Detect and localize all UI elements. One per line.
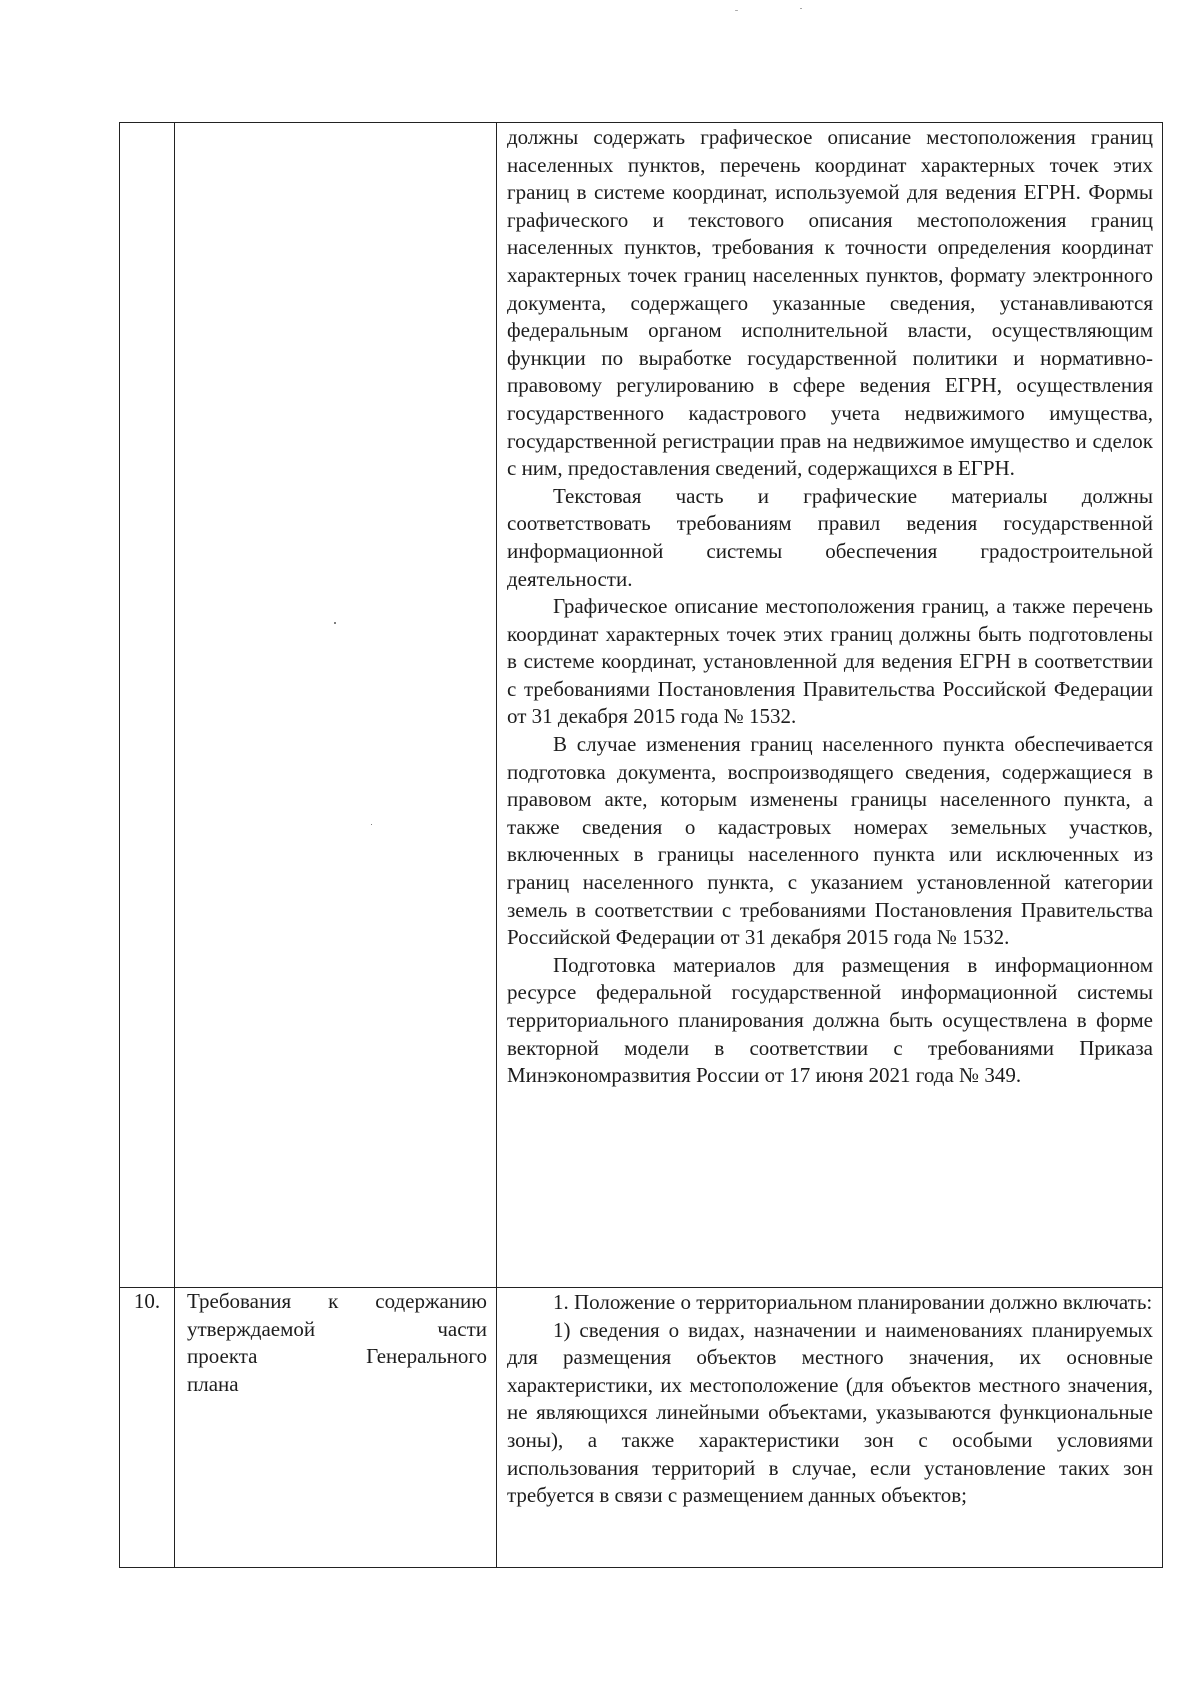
row-number-cell bbox=[120, 123, 175, 1288]
row-number-cell bbox=[120, 1288, 175, 1568]
requirement-name-line: утверждаемой части bbox=[187, 1316, 487, 1341]
requirement-name-cell bbox=[175, 1288, 497, 1568]
requirement-name-line: плана bbox=[187, 1371, 239, 1396]
paragraph: 1) сведения о видах, назначении и наименованиях планируемых для размещения объектов местного значения, их основные характеристики, их местоположение (для объектов местного значения, не являющихся линейными объектами, указываются функциональные зоны), а также характеристики зон с особыми условиями использования территорий в случае, если установление таких зон требуется в связи с размещением данных объектов; bbox=[507, 1317, 1153, 1508]
paragraph: должны содержать графическое описание местоположения границ населенных пунктов, перечень координат характерных точек этих границ в системе координат, используемой для ведения ЕГРН. Формы графического и текстового описания местоположения границ населенных пунктов, требования к точности определения координат характерных точек границ населенных пунктов, формату электронного документа, содержащего указанные сведения, устанавливаются федеральным органом исполнительной власти, осуществляющим функции по выработке государственной политики и нормативно-правовому регулированию в сфере ведения ЕГРН, осуществления государственного кадастрового учета недвижимого имущества, государственной регистрации прав на недвижимое имущество и сделок с ним, предоставления сведений, содержащихся в ЕГРН. bbox=[507, 125, 1153, 481]
requirement-name-line: Требования к содержанию bbox=[187, 1289, 487, 1313]
table-row bbox=[120, 123, 1163, 1288]
requirements-table bbox=[119, 122, 1163, 1568]
scan-speck bbox=[800, 8, 802, 9]
paragraph: Подготовка материалов для размещения в информационном ресурсе федеральной государственной информационной системы территориального планирования должна быть осуществлена в форме векторной модели в соответствии с требованиями Приказа Минэкономразвития России от 17 июня 2021 года № 349. bbox=[507, 952, 1153, 1088]
paragraph: Графическое описание местоположения границ, а также перечень координат характерных точек этих границ должны быть подготовлены в системе координат, установленной для ведения ЕГРН в соответствии с требованиями Постановления Правительства Российской Федерации от 31 декабря 2015 года № 1532. bbox=[507, 594, 1153, 729]
row-number: 10. bbox=[133, 1289, 161, 1313]
requirement-name-cell bbox=[175, 123, 497, 1288]
paragraph: Текстовая часть и графические материалы должны соответствовать требованиям правил ведения государственной информационной системы обеспечения градостроительной деятельности. bbox=[507, 483, 1153, 591]
scan-speck bbox=[371, 824, 372, 825]
scan-speck bbox=[334, 622, 336, 624]
scan-speck bbox=[735, 10, 738, 11]
requirement-text-cell bbox=[497, 123, 1163, 1288]
requirement-text-cell bbox=[497, 1288, 1163, 1568]
table-row bbox=[120, 1288, 1163, 1568]
paragraph: В случае изменения границ населенного пункта обеспечивается подготовка документа, воспроизводящего сведения, содержащиеся в правовом акте, которым изменены границы населенного пункта, а также сведения о кадастровых номерах земельных участков, включенных в границы населенного пункта или исключенных из границ населенного пункта, с указанием установленной категории земель в соответствии с требованиями Постановления Правительства Российской Федерации от 31 декабря 2015 года № 1532. bbox=[507, 732, 1153, 950]
requirement-name-line: проекта Генерального bbox=[187, 1344, 487, 1369]
paragraph: 1. Положение о территориальном планировании должно включать: bbox=[553, 1290, 1153, 1314]
